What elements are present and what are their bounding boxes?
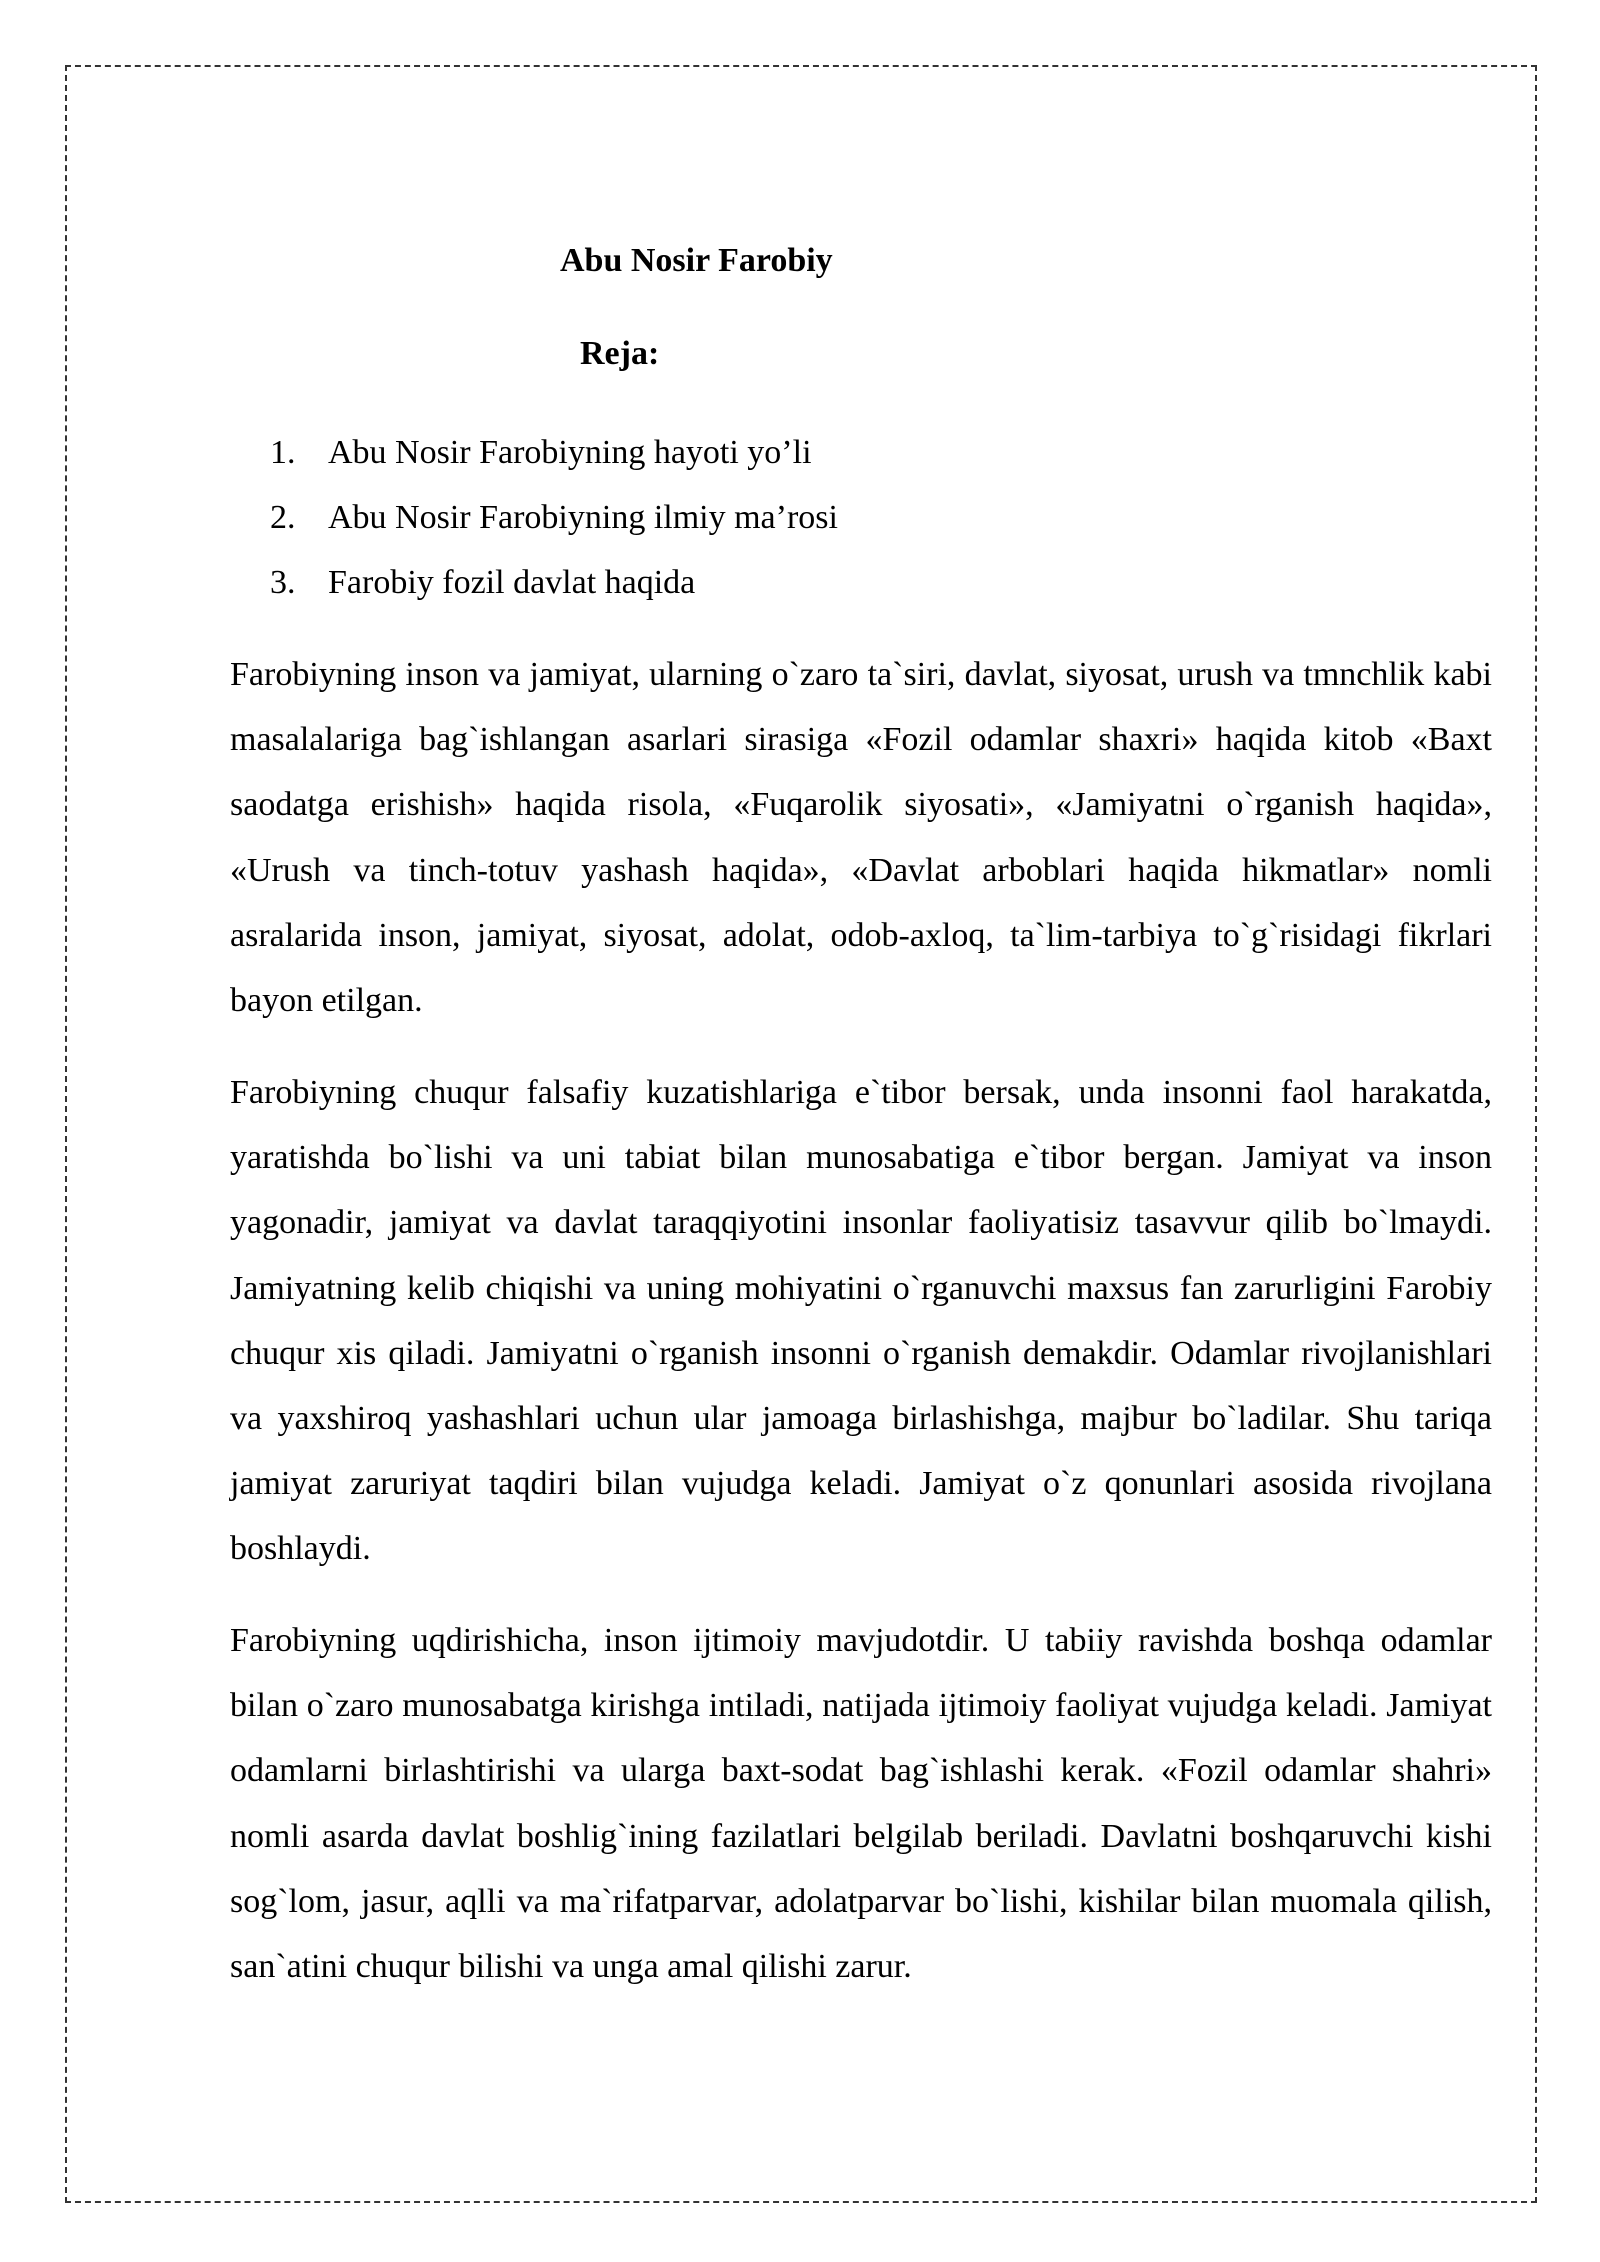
plan-item-number: 3. [270, 564, 296, 601]
plan-item-number: 1. [270, 434, 296, 471]
plan-item-text: Farobiy fozil davlat haqida [328, 564, 696, 601]
body-paragraph: Farobiyning uqdirishicha, inson ijtimoiy mavjudotdir. U tabiiy ravishda boshqa odamlar bilan o`zaro munosabatga kirishga intiladi, natijada ijtimoiy faoliyat vujudga keladi. Jamiyat odamlarni birlashtirishi va ularga baxt-sodat bag`ishlashi kerak. «Fozil odamlar shahri» nomli asarda davlat boshlig`ining fazilatlari belgilab beriladi. Davlatni boshqaruvchi kishi sog`lom, jasur, aqlli va ma`rifatparvar, adolatparvar bo`lishi, kishilar bilan muomala qilish, san`atini chuqur bilishi va unga amal qilishi zarur. [230, 1622, 1492, 1986]
plan-item [270, 420, 838, 485]
plan-item [270, 485, 838, 550]
plan-item-text: Abu Nosir Farobiyning hayoti yo’li [328, 434, 812, 471]
plan-item-text: Abu Nosir Farobiyning ilmiy ma’rosi [328, 499, 838, 536]
body-paragraph: Farobiyning chuqur falsafiy kuzatishlariga e`tibor bersak, unda insonni faol harakatda, yaratishda bo`lishi va uni tabiat bilan munosabatiga e`tibor bergan. Jamiyat va inson yagonadir, jamiyat va davlat taraqqiyotini insonlar faoliyatisiz tasavvur qilib bo`lmaydi. Jamiyatning kelib chiqishi va uning mohiyatini o`rganuvchi maxsus fan zarurligini Farobiy chuqur xis qiladi. Jamiyatni o`rganish insonni o`rganish demakdir. Odamlar rivojlanishlari va yaxshiroq yashashlari uchun ular jamoaga birlashishga, majbur bo`ladilar. Shu tariqa jamiyat zaruriyat taqdiri bilan vujudga keladi. Jamiyat o`z qonunlari asosida rivojlana boshlaydi. [230, 1074, 1492, 1568]
plan-item [270, 550, 838, 615]
plan-item-number: 2. [270, 499, 296, 536]
document-title: Abu Nosir Farobiy [560, 242, 833, 279]
plan-list [270, 420, 838, 615]
body-paragraph: Farobiyning inson va jamiyat, ularning o`zaro ta`siri, davlat, siyosat, urush va tmnchlik kabi masalalariga bag`ishlangan asarlari sirasiga «Fozil odamlar shaxri» haqida kitob «Baxt saodatga erishish» haqida risola, «Fuqarolik siyosati», «Jamiyatni o`rganish haqida», «Urush va tinch-totuv yashash haqida», «Davlat arboblari haqida hikmatlar» nomli asralarida inson, jamiyat, siyosat, adolat, odob-axloq, ta`lim-tarbiya to`g`risidagi fikrlari bayon etilgan. [230, 656, 1492, 1020]
plan-heading: Reja: [580, 335, 660, 372]
